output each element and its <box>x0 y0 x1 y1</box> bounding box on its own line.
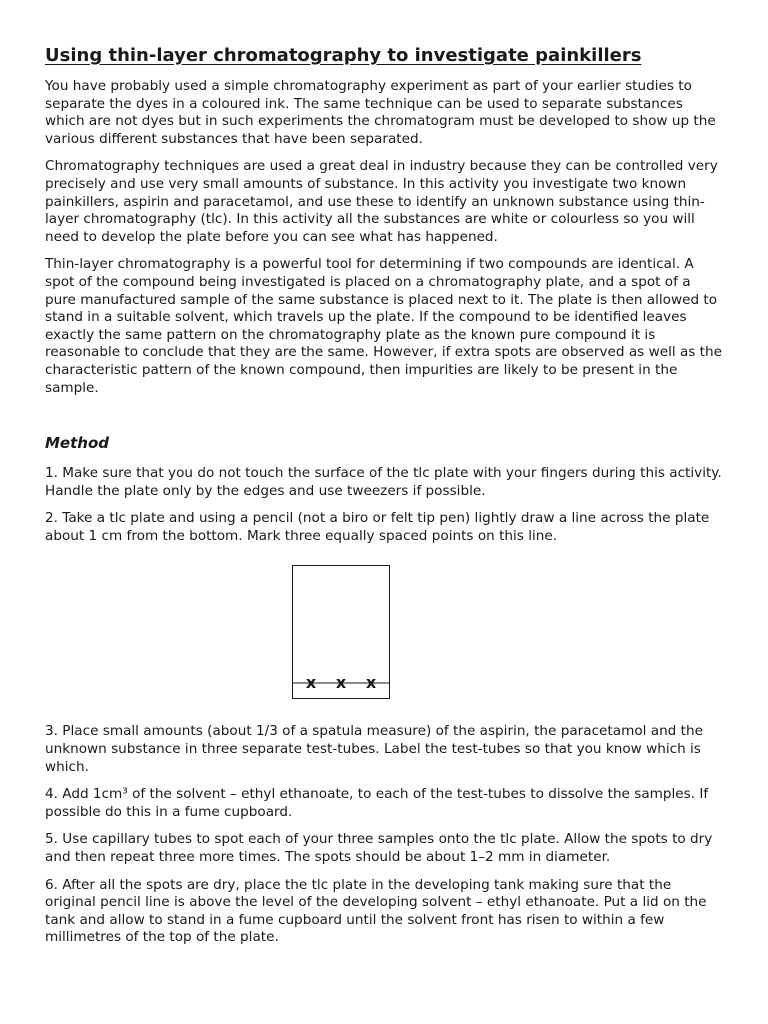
method-step-4: 4. Add 1cm³ of the solvent – ethyl ethanoate, to each of the test-tubes to dissolve the samples. If possible do this in a fume cupboard. <box>45 786 709 820</box>
spot-mark-1: x <box>305 673 317 693</box>
intro-paragraph-1: You have probably used a simple chromatography experiment as part of your earlier studies to separate the dyes in a coloured ink. The same technique can be used to separate substances which are not dyes but in such experiments the chromatogram must be developed to show up the various different substances that have been separated. <box>45 78 716 147</box>
tlc-plate-figure <box>0 555 768 723</box>
spot-mark-3: x <box>365 673 377 693</box>
method-step-3: 3. Place small amounts (about 1/3 of a spatula measure) of the aspirin, the paracetamol and the unknown substance in three separate test-tubes. Label the test-tubes so that you know which is which. <box>45 723 703 775</box>
method-step-6: 6. After all the spots are dry, place the tlc plate in the developing tank making sure that the original pencil line is above the level of the developing solvent – ethyl ethanoate. Put a lid on the tank and allow to stand in a fume cupboard until the solvent front has risen to within a few millimetres of the top of the plate. <box>45 876 707 946</box>
method-heading: Method <box>45 434 109 453</box>
document-title: Using thin-layer chromatography to investigate painkillers <box>45 45 642 66</box>
document-page <box>45 44 725 957</box>
method-step-1: 1. Make sure that you do not touch the surface of the tlc plate with your fingers during this activity. Handle the plate only by the edges and use tweezers if possible. <box>45 465 722 499</box>
method-step-2: 2. Take a tlc plate and using a pencil (not a biro or felt tip pen) lightly draw a line across the plate about 1 cm from the bottom. Mark three equally spaced points on this line. <box>45 510 710 544</box>
intro-paragraph-3: Thin-layer chromatography is a powerful tool for determining if two compounds are identical. A spot of the compound being investigated is placed on a chromatography plate, and a spot of a pure manufactured sample of the same substance is placed next to it. The plate is then allowed to stand in a suitable solvent, which travels up the plate. If the compound to be identified leaves exactly the same pattern on the chromatography plate as the known pure compound it is reasonable to conclude that they are the same. However, if extra spots are observed as well as the characteristic pattern of the known compound, then impurities are likely to be present in the sample. <box>45 256 722 396</box>
intro-paragraph-2: Chromatography techniques are used a great deal in industry because they can be controlled very precisely and use very small amounts of substance. In this activity you investigate two known painkillers, aspirin and paracetamol, and use these to identify an unknown substance using thin-layer chromatography (tlc). In this activity all the substances are white or colourless so you will need to develop the plate before you can see what has happened. <box>45 158 718 245</box>
spot-mark-2: x <box>335 673 347 693</box>
tlc-plate-diagram <box>292 565 432 725</box>
method-step-5: 5. Use capillary tubes to spot each of your three samples onto the tlc plate. Allow the spots to dry and then repeat three more times. The spots should be about 1–2 mm in diameter. <box>45 831 713 866</box>
